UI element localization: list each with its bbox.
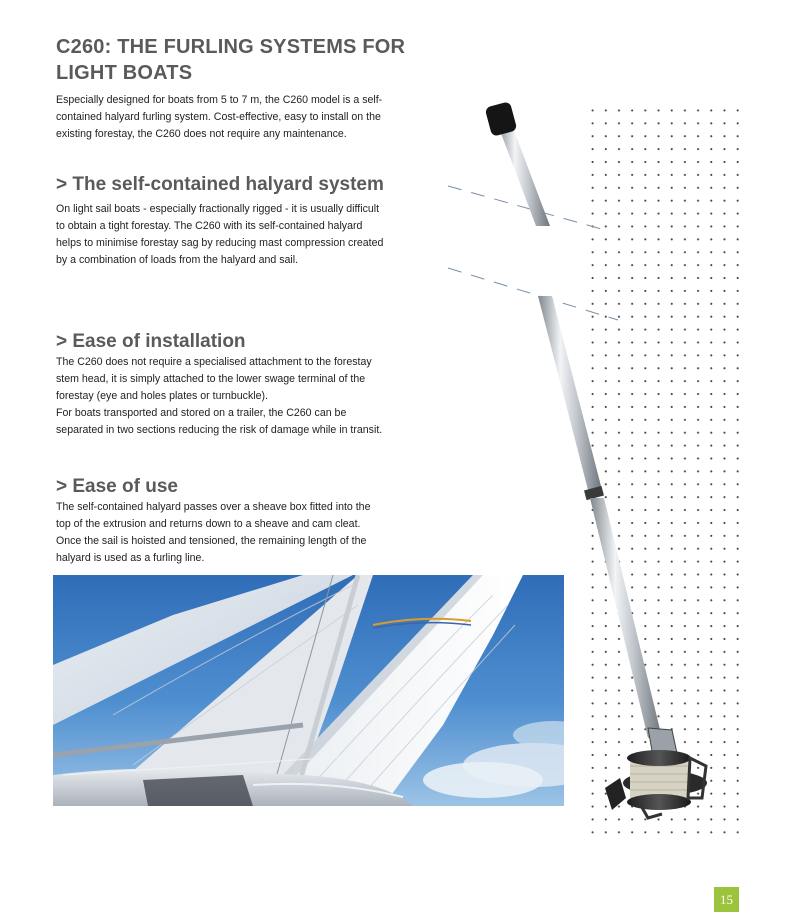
section-paragraph: For boats transported and stored on a trailer, the C260 can be separated in two sections reducing the risk of damage while in transit.	[56, 407, 383, 436]
section-ease-of-use	[56, 474, 396, 567]
intro-paragraph: Especially designed for boats from 5 to 7 m, the C260 model is a self-contained halyard furling system. Cost-effective, easy to install on the existing forestay, the C260 does not require any maintenance.	[56, 94, 383, 140]
section-ease-of-installation	[56, 329, 396, 439]
page-title-line-2: LIGHT BOATS	[56, 62, 193, 84]
section-self-contained-halyard	[56, 172, 396, 269]
section-paragraph: The self-contained halyard passes over a sheave box fitted into the top of the extrusion and returns down to a sheave and cam cleat. Once the sail is hoisted and tensioned, the remaining length of the halyard is used as a furling line.	[56, 501, 371, 564]
section-heading: > Ease of installation	[56, 331, 246, 352]
section-paragraph: The C260 does not require a specialised attachment to the forestay stem head, it is simply attached to the lower swage terminal of the forestay (eye and holes plates or turnbuckle).	[56, 356, 372, 402]
furler-product-image	[440, 98, 740, 828]
section-paragraph: On light sail boats - especially fractionally rigged - it is usually difficult to obtain a tight forestay. The C260 with its self-contained halyard helps to minimise forestay sag by reducing mast compression created by a combination of loads from the halyard and sail.	[56, 203, 384, 266]
section-heading: > Ease of use	[56, 476, 178, 497]
page-title-line-1: C260: THE FURLING SYSTEMS FOR	[56, 36, 406, 58]
section-heading: > The self-contained halyard system	[56, 174, 384, 195]
page-number: 15	[714, 887, 739, 912]
page-title	[56, 34, 416, 86]
